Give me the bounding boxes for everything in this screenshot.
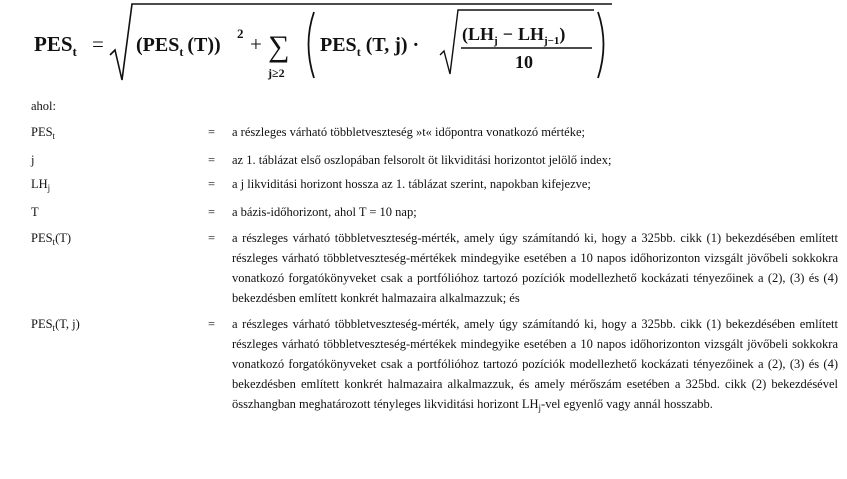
formula-term1-rest: (T)) — [187, 34, 221, 56]
definition-term: $LH_j$ — [31, 177, 51, 193]
definition-row — [31, 202, 838, 222]
definitions-list — [31, 122, 838, 414]
fraction-num-b-sub: j−1 — [543, 35, 560, 47]
definition-term: j — [31, 153, 35, 167]
svg-text:PESt — [34, 32, 78, 59]
formula-plus: + — [250, 32, 262, 56]
definition-row — [31, 314, 838, 414]
definition-term: $PES_t$ — [31, 125, 56, 141]
definition-equals: = — [208, 205, 216, 219]
formula-term1: (PES — [136, 34, 180, 56]
definition-equals: = — [208, 153, 216, 167]
definition-equals: = — [208, 125, 216, 139]
formula-square: 2 — [237, 26, 244, 41]
formula-term1-sub: t — [179, 45, 184, 59]
definition-text: a részleges várható többletveszteség »t« időpontra vonatkozó mértéke; — [232, 125, 585, 139]
definition-row — [31, 174, 838, 194]
definition-text: a részleges várható többletveszteség-mérték, amely úgy számítandó ki, hogy a 325bb. cikk (1) bekezdésében említett részleges várható többletveszteség-mértékek mindegyike esetében a 10 napos időhorizonton vizsgált jövőbeli sokkokra vonatkozó forgatókönyveket csak a portfólióhoz tartozó pozíciók modellezhető kockázati tényezőinek a (2), (3) és (4) bekezdésben említett konkrét halmazaira alkalmazzuk; és — [232, 231, 838, 305]
left-big-paren — [309, 12, 315, 78]
svg-text:(LHj−LHj−1) — [462, 24, 565, 47]
fraction-num-b: LH — [517, 24, 544, 44]
svg-text:PESt(T, j) · — [320, 34, 419, 59]
fraction-minus: − — [502, 24, 513, 44]
definition-row — [31, 228, 838, 308]
formula-lhs: PES — [34, 32, 73, 56]
definition-text: a bázis-időhorizont, ahol T = 10 nap; — [232, 205, 417, 219]
fraction-num-a: (LH — [462, 24, 495, 44]
definition-row — [31, 122, 838, 142]
formula-lhs-sub: t — [72, 44, 77, 59]
definition-row — [31, 150, 838, 170]
formula-inner-sub: t — [356, 45, 361, 59]
definition-equals: = — [208, 177, 216, 191]
fraction-close: ) — [559, 24, 566, 44]
definition-text: a j likviditási horizont hossza az 1. táblázat szerint, napokban kifejezve; — [232, 177, 591, 191]
definition-text: az 1. táblázat első oszlopában felsorolt öt likviditási horizontot jelölő index; — [232, 153, 612, 167]
formula-equals: = — [92, 32, 104, 56]
formula-inner-rest: (T, j) · — [365, 34, 420, 56]
fraction-den: 10 — [515, 52, 533, 72]
definition-equals: = — [208, 317, 216, 331]
svg-text:(PESt(T)) — [136, 34, 221, 59]
fraction-num-a-sub: j — [494, 35, 498, 47]
right-big-paren — [598, 12, 604, 78]
pes-formula — [0, 0, 847, 92]
definition-term: $PES_t(T$, j) — [31, 317, 80, 333]
intro-text: ahol: — [31, 99, 56, 113]
sum-index: j≥2 — [268, 66, 285, 80]
formula-inner: PES — [320, 34, 357, 56]
definition-term: T — [31, 205, 39, 219]
definition-equals: = — [208, 231, 216, 245]
sum-symbol: ∑ — [268, 30, 290, 63]
definition-term: $PES_t(T)$ — [31, 231, 72, 247]
definition-text: a részleges várható többletveszteség-mérték, amely úgy számítandó ki, hogy a 325bb. cikk (1) bekezdésében említett részleges várható többletveszteség-mértékek mindegyike esetében a 10 napos időhorizonton vizsgált jövőbeli sokkokra vonatkozó forgatókönyveket csak a portfólióhoz tartozó pozíciók modellezhető kockázati tényezőinek a (2), (3) és (4) bekezdésben említett konkrét halmazaira alkalmazzuk, és amely mérőszám esetében a 325bd. cikk (2) bekezdésével összhangban meghatározott tényleges likviditási horizont $LH_j$-vel egyenlő vagy annál hosszabb. — [232, 317, 838, 413]
